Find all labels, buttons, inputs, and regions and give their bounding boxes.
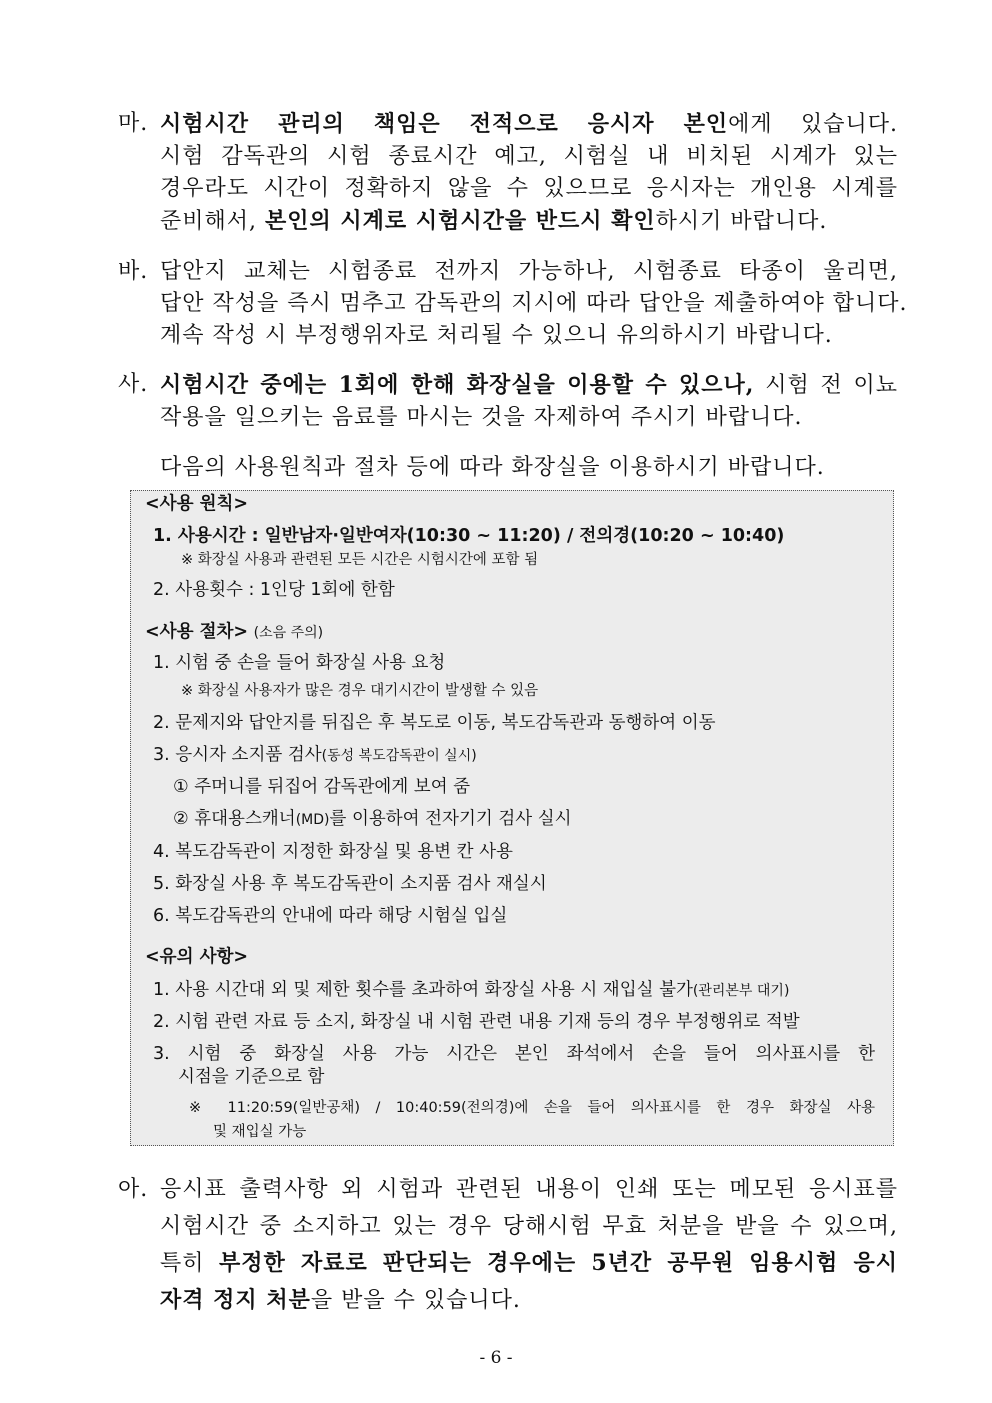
notice-ma-line1 xyxy=(118,108,898,141)
procedure-step-3 xyxy=(153,744,477,767)
notice-a xyxy=(118,1171,898,1319)
notice-ba xyxy=(118,256,908,352)
procedure-step-3b xyxy=(173,808,572,831)
page-number: - 6 - xyxy=(479,1348,513,1368)
procedure-step-4: 4. 복도감독관이 지정한 화장실 및 용변 칸 사용 xyxy=(153,842,513,862)
caution-3-line2: 시점을 기준으로 함 xyxy=(178,1067,325,1087)
emphasis-text: 본인의 시계로 시험시간을 반드시 확인 xyxy=(265,208,656,234)
text: 특히 xyxy=(160,1251,220,1276)
emphasis-text: 부정한 자료로 판단되는 경우에는 5년간 공무원 임용시험 응시 xyxy=(219,1250,898,1276)
text: 시험 전 이뇨 xyxy=(754,373,898,398)
text: 1. 사용 시간대 외 및 제한 횟수를 초과하여 화장실 사용 시 재입실 불가 xyxy=(153,980,693,1000)
procedure-step-6: 6. 복도감독관의 안내에 따라 해당 시험실 입실 xyxy=(153,906,508,926)
notice-ba-line1: 답안지 교체는 시험종료 전까지 가능하나, 시험종료 타종이 울리면, xyxy=(160,259,898,284)
text: 하시기 바랍니다. xyxy=(655,209,828,234)
notice-sa-line1 xyxy=(118,369,898,402)
notice-sa xyxy=(118,369,898,434)
text: (관리본부 대기) xyxy=(692,983,790,999)
notice-a-line1: 응시표 출력사항 외 시험과 관련된 내용이 인쇄 또는 메모된 응시표를 xyxy=(160,1177,898,1202)
emphasis-text: 시험시간 중에는 1회에 한해 화장실을 이용할 수 있으나, xyxy=(160,372,755,398)
text: 준비해서, xyxy=(160,209,265,234)
text: 3. 응시자 소지품 검사 xyxy=(153,745,322,765)
caution-1 xyxy=(153,979,789,1002)
principle-1-note: ※ 화장실 사용과 관련된 모든 시간은 시험시간에 포함 됨 xyxy=(181,552,539,568)
notice-ba-line3: 계속 작성 시 부정행위자로 처리될 수 있으니 유의하시기 바랍니다. xyxy=(160,323,833,348)
principles-heading: <사용 원칙> xyxy=(145,494,249,514)
notice-a-line2: 시험시간 중 소지하고 있는 경우 당해시험 무효 처분을 받을 수 있으며, xyxy=(160,1214,898,1239)
procedure-note: (소음 주의) xyxy=(253,625,324,641)
caution-3-note-line2: 및 재입실 가능 xyxy=(213,1124,307,1140)
procedure-step-2: 2. 문제지와 답안지를 뒤집은 후 복도로 이동, 복도감독관과 동행하여 이동 xyxy=(153,713,716,733)
notice-ba-line2: 답안 작성을 즉시 멈추고 감독관의 지시에 따라 답안을 제출하여야 합니다. xyxy=(160,291,908,316)
caution-heading: <유의 사항> xyxy=(145,947,249,967)
text: 을 받을 수 있습니다. xyxy=(310,1288,521,1313)
principle-1: 1. 사용시간 : 일반남자·일반여자(10:30 ~ 11:20) / 전의경(10:20 ~ 10:40) xyxy=(153,526,785,546)
caution-2: 2. 시험 관련 자료 등 소지, 화장실 내 시험 관련 내용 기재 등의 경우 부정행위로 적발 xyxy=(153,1012,800,1032)
procedure-step-5: 5. 화장실 사용 후 복도감독관이 소지품 검사 재실시 xyxy=(153,874,547,894)
text: (MD) xyxy=(295,812,330,828)
caution-3-line1: 3. 시험 중 화장실 사용 가능 시간은 본인 좌석에서 손을 들어 의사표시를 한 xyxy=(153,1044,875,1064)
notice-ma-line3: 경우라도 시간이 정확하지 않을 수 있으므로 응시자는 개인용 시계를 xyxy=(160,176,898,201)
procedure-step-1: 1. 시험 중 손을 들어 화장실 사용 요청 xyxy=(153,653,446,673)
caution-3-note-line1: ※ 11:20:59(일반공채) / 10:40:59(전의경)에 손을 들어 의사표시를 한 경우 화장실 사용 xyxy=(189,1100,875,1116)
procedure-title: <사용 절차> xyxy=(145,622,249,642)
notice-ma-line4 xyxy=(118,205,898,238)
item-marker: 사. xyxy=(118,372,149,397)
item-marker: 아. xyxy=(118,1177,149,1202)
principle-2: 2. 사용횟수 : 1인당 1회에 한함 xyxy=(153,580,395,600)
emphasis-text: 자격 정지 처분 xyxy=(160,1287,311,1313)
item-marker: 마. xyxy=(118,111,149,136)
procedure-step-3a: ① 주머니를 뒤집어 감독관에게 보여 줌 xyxy=(173,777,471,797)
notice-ma xyxy=(118,108,898,238)
notice-sa-intro xyxy=(118,452,898,484)
text: 를 이용하여 전자기기 검사 실시 xyxy=(329,809,572,829)
text: 에게 있습니다. xyxy=(728,112,898,137)
procedure-heading xyxy=(145,621,323,644)
notice-sa-line3: 다음의 사용원칙과 절차 등에 따라 화장실을 이용하시기 바랍니다. xyxy=(160,455,825,480)
notice-a-line4 xyxy=(118,1282,898,1319)
notice-sa-line2: 작용을 일으키는 음료를 마시는 것을 자제하여 주시기 바랍니다. xyxy=(160,405,803,430)
restroom-rules-box xyxy=(130,490,894,1146)
procedure-step-1-note: ※ 화장실 사용자가 많은 경우 대기시간이 발생할 수 있음 xyxy=(181,683,539,699)
text: ② 휴대용스캐너 xyxy=(173,809,296,829)
item-marker: 바. xyxy=(118,259,149,284)
notice-a-line3 xyxy=(118,1245,898,1282)
emphasis-text: 시험시간 관리의 책임은 전적으로 응시자 본인 xyxy=(160,111,729,137)
text: (동성 복도감독관이 실시) xyxy=(321,748,477,764)
notice-ma-line2: 시험 감독관의 시험 종료시간 예고, 시험실 내 비치된 시계가 있는 xyxy=(160,144,898,169)
